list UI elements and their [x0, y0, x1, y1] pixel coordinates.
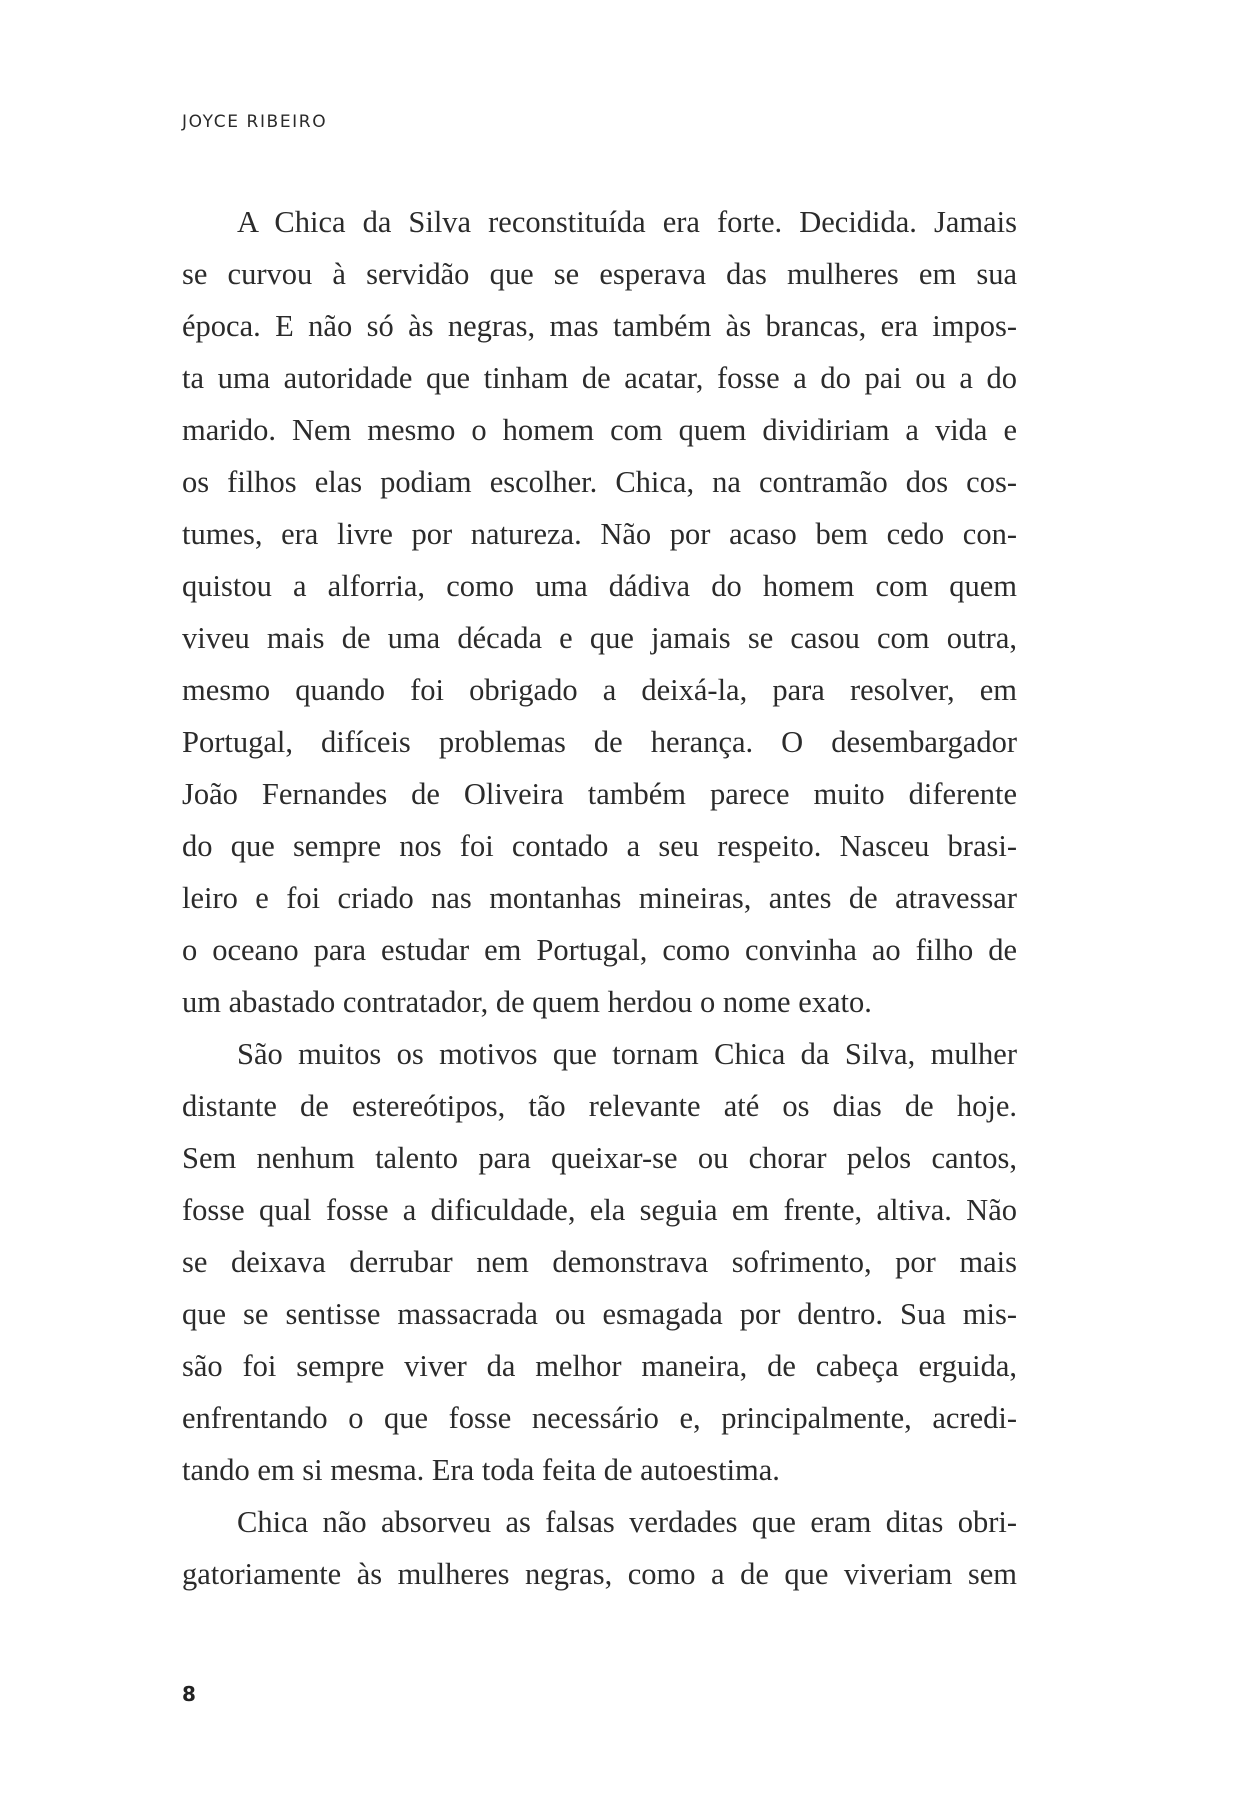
text-line — [182, 768, 1017, 820]
text-line: um abastado contratador, de quem herdou o nome exato. — [182, 985, 872, 1019]
text-line — [182, 1288, 1017, 1340]
text-line-content: o oceano para estudar em Portugal, como convinha ao filho de — [182, 933, 1017, 967]
text-line-content: marido. Nem mesmo o homem com quem dividiriam a vida e — [182, 413, 1017, 447]
text-line — [182, 716, 1017, 768]
text-line — [182, 1184, 1017, 1236]
text-line-content: os filhos elas podiam escolher. Chica, na contramão dos cos- — [182, 465, 1017, 499]
text-line-content: Chica não absorveu as falsas verdades que eram ditas obri- — [237, 1505, 1017, 1539]
text-line — [182, 664, 1017, 716]
text-line-content: quistou a alforria, como uma dádiva do homem com quem — [182, 569, 1017, 603]
text-line — [182, 1496, 1017, 1548]
text-line-content: distante de estereótipos, tão relevante até os dias de hoje. — [182, 1089, 1017, 1123]
text-line-content: viveu mais de uma década e que jamais se casou com outra, — [182, 621, 1017, 655]
text-line-content: se curvou à servidão que se esperava das mulheres em sua — [182, 257, 1017, 291]
text-line-content: leiro e foi criado nas montanhas mineiras, antes de atravessar — [182, 881, 1017, 915]
text-line — [182, 1548, 1017, 1600]
paragraph — [182, 196, 1017, 1028]
text-line — [182, 248, 1017, 300]
text-line-content: fosse qual fosse a dificuldade, ela seguia em frente, altiva. Não — [182, 1193, 1017, 1227]
text-line — [182, 404, 1017, 456]
text-line-content: do que sempre nos foi contado a seu respeito. Nasceu brasi- — [182, 829, 1017, 863]
text-line — [182, 1340, 1017, 1392]
text-line-content: época. E não só às negras, mas também às brancas, era impos- — [182, 309, 1017, 343]
text-line — [182, 1080, 1017, 1132]
paragraph — [182, 1028, 1017, 1496]
body-text — [182, 196, 1017, 1600]
text-line — [182, 612, 1017, 664]
text-line-content: mesmo quando foi obrigado a deixá-la, para resolver, em — [182, 673, 1017, 707]
text-line — [182, 560, 1017, 612]
text-line — [182, 1028, 1017, 1080]
text-line-content: que se sentisse massacrada ou esmagada por dentro. Sua mis- — [182, 1297, 1017, 1331]
text-line — [182, 456, 1017, 508]
text-line — [182, 820, 1017, 872]
running-head: JOYCE RIBEIRO — [182, 112, 328, 132]
text-line-content: são foi sempre viver da melhor maneira, de cabeça erguida, — [182, 1349, 1017, 1383]
text-line — [182, 196, 1017, 248]
page-number: 8 — [182, 1682, 196, 1706]
text-line — [182, 872, 1017, 924]
text-line — [182, 1392, 1017, 1444]
text-line — [182, 508, 1017, 560]
text-line — [182, 352, 1017, 404]
text-line — [182, 300, 1017, 352]
text-line — [182, 1132, 1017, 1184]
text-line: tando em si mesma. Era toda feita de autoestima. — [182, 1453, 780, 1487]
text-line-content: Sem nenhum talento para queixar-se ou chorar pelos cantos, — [182, 1141, 1017, 1175]
text-line-content: enfrentando o que fosse necessário e, principalmente, acredi- — [182, 1401, 1017, 1435]
text-line-content: Portugal, difíceis problemas de herança. O desembargador — [182, 725, 1017, 759]
text-line-content: São muitos os motivos que tornam Chica da Silva, mulher — [237, 1037, 1017, 1071]
text-line-content: A Chica da Silva reconstituída era forte. Decidida. Jamais — [237, 205, 1017, 239]
paragraph — [182, 1496, 1017, 1600]
text-line-content: ta uma autoridade que tinham de acatar, fosse a do pai ou a do — [182, 361, 1017, 395]
text-line-content: tumes, era livre por natureza. Não por acaso bem cedo con- — [182, 517, 1017, 551]
text-line — [182, 1236, 1017, 1288]
text-line-content: se deixava derrubar nem demonstrava sofrimento, por mais — [182, 1245, 1017, 1279]
text-line — [182, 924, 1017, 976]
text-line-content: gatoriamente às mulheres negras, como a de que viveriam sem — [182, 1557, 1017, 1591]
text-line-content: João Fernandes de Oliveira também parece muito diferente — [182, 777, 1017, 811]
